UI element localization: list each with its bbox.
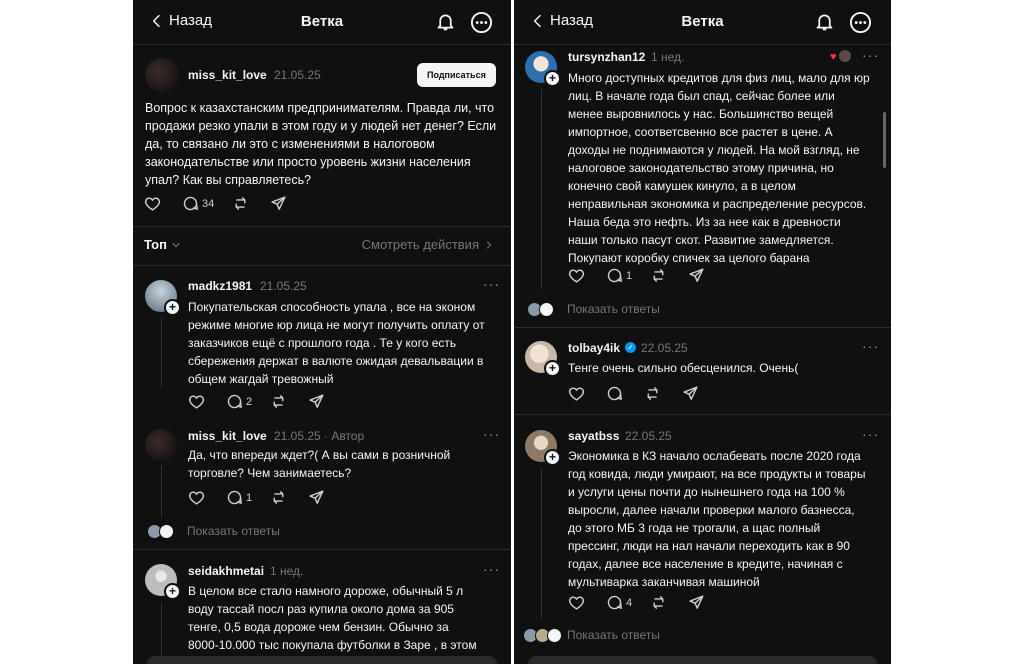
verified-badge-icon: ✓	[625, 342, 636, 353]
share-icon	[270, 195, 287, 212]
follow-plus-icon[interactable]: +	[544, 70, 561, 87]
reply-count: 4	[626, 596, 633, 609]
repost-icon	[650, 594, 667, 611]
sort-bar	[144, 237, 495, 255]
header	[514, 0, 891, 44]
thread-line	[161, 318, 162, 388]
follow-button[interactable]: Подписаться	[417, 63, 496, 87]
comment-username[interactable]: seidakhmetai	[188, 564, 265, 578]
more-options-icon[interactable]	[470, 11, 493, 34]
comment-text: Да, что впереди ждет?( А вы сами в розничной торговле? Чем занимаетесь?	[188, 448, 451, 480]
share-icon	[308, 393, 325, 410]
comment-time: 22.05.25	[625, 429, 672, 443]
repost-button[interactable]	[270, 489, 290, 506]
comment-time: 1 нед.	[651, 50, 685, 64]
sort-divider	[133, 265, 511, 266]
comment-text: Тенге очень сильно обесценился. Очень(	[568, 361, 799, 375]
liked-by-author-badge	[830, 50, 852, 62]
repost-icon	[270, 489, 287, 506]
share-button[interactable]	[308, 489, 328, 506]
reply-button[interactable]	[606, 267, 632, 284]
chevron-right-icon	[483, 239, 495, 251]
follow-plus-icon[interactable]: +	[544, 360, 561, 377]
reply-button[interactable]	[182, 195, 214, 212]
see-activity-link[interactable]	[362, 237, 495, 252]
comment-avatar[interactable]	[145, 429, 177, 461]
reply-button[interactable]	[226, 489, 252, 506]
comment-more-icon[interactable]: ···	[483, 276, 500, 292]
comment-more-icon[interactable]: ···	[862, 338, 879, 354]
comment-icon	[606, 267, 623, 284]
mini-avatar	[547, 628, 562, 643]
comment-actions	[568, 267, 726, 284]
share-button[interactable]	[688, 594, 708, 611]
mini-avatar	[839, 50, 851, 62]
heart-icon	[144, 195, 161, 212]
page-title: Ветка	[300, 13, 344, 30]
repost-icon	[232, 195, 249, 212]
share-icon	[688, 267, 705, 284]
repost-button[interactable]	[650, 594, 670, 611]
share-icon	[308, 489, 325, 506]
reply-composer-bar[interactable]	[528, 656, 877, 664]
reply-avatars	[147, 524, 171, 539]
like-button[interactable]	[568, 267, 588, 284]
header-divider	[514, 44, 891, 45]
thread-line	[541, 468, 542, 618]
comment-username[interactable]: miss_kit_love	[188, 429, 267, 443]
comment-icon	[182, 195, 199, 212]
op-time: 21.05.25	[274, 68, 321, 82]
thread-line	[161, 465, 162, 517]
header-divider	[133, 44, 511, 45]
comment-text: Экономика в КЗ начало ослабевать после 2020 года год ковида, люди умирают, на все продукты и товары и услуги цены почти до нынешнего года на 100 % выросли, далее начали проверки малого базнесса, до этого МБ 3 года не трогали, а щас полный прессинг, люди на нал начали переходить как в 90 годах, далее все население в кредите, начиная с мультиварка заканчивая машиной	[568, 449, 866, 589]
reply-count: 34	[202, 197, 215, 210]
repost-button[interactable]	[270, 393, 290, 410]
heart-icon	[188, 393, 205, 410]
comment-more-icon[interactable]: ···	[483, 426, 500, 442]
comment-divider	[514, 327, 891, 328]
comment-time: 21.05.25	[274, 429, 321, 443]
comment-icon	[226, 489, 243, 506]
follow-plus-icon[interactable]: +	[164, 583, 181, 600]
comment-divider	[514, 414, 891, 415]
back-label: Назад	[550, 12, 593, 29]
sort-dropdown[interactable]	[144, 237, 182, 252]
heart-icon	[568, 385, 585, 402]
reply-avatars	[527, 302, 551, 317]
comment-icon	[226, 393, 243, 410]
show-replies-link[interactable]: Показать ответы	[567, 628, 660, 642]
op-actions	[144, 195, 308, 212]
back-label: Назад	[169, 12, 212, 29]
op-avatar[interactable]	[145, 58, 179, 92]
more-options-icon[interactable]	[849, 11, 872, 34]
heart-icon: ♥	[830, 51, 837, 63]
like-button[interactable]	[188, 393, 208, 410]
comment-divider	[133, 549, 511, 550]
mini-avatar	[159, 524, 174, 539]
share-icon	[688, 594, 705, 611]
repost-icon	[650, 267, 667, 284]
share-button[interactable]	[270, 195, 290, 212]
follow-plus-icon[interactable]: +	[544, 449, 561, 466]
comment-icon	[606, 385, 623, 402]
heart-icon	[568, 594, 585, 611]
share-button[interactable]	[688, 267, 708, 284]
comment-actions	[188, 489, 346, 506]
comment-more-icon[interactable]: ···	[483, 561, 500, 577]
right-thread-panel	[514, 0, 891, 664]
like-button[interactable]	[188, 489, 208, 506]
reply-count: 1	[626, 269, 633, 282]
thread-line	[161, 602, 162, 664]
page-title: Ветка	[681, 13, 724, 30]
comment-more-icon[interactable]: ···	[862, 47, 879, 63]
share-button[interactable]	[308, 393, 328, 410]
comment-username[interactable]: tolbay4ik	[568, 341, 621, 355]
comment-username[interactable]: tursynzhan12	[568, 50, 646, 64]
comment-time: 21.05.25	[260, 279, 307, 293]
header	[133, 0, 511, 44]
comment-actions	[188, 393, 346, 410]
repost-button[interactable]	[644, 385, 664, 402]
reply-button[interactable]	[226, 393, 252, 410]
comment-time: 1 нед.	[270, 564, 304, 578]
repost-icon	[270, 393, 287, 410]
show-replies-link[interactable]: Показать ответы	[567, 302, 660, 316]
reply-button[interactable]	[606, 385, 626, 402]
reply-composer-bar[interactable]	[147, 656, 497, 664]
comment-text: Покупательская способность упала , все на эконом режиме многие юр лица не могут получить оплату от заказчиков ещё с прошлого года . Те у кого есть сбережения держат в валюте ожидая девальвации в общем жагдай тревожный	[188, 300, 485, 386]
see-activity-label: Смотреть действия	[361, 237, 479, 252]
share-button[interactable]	[682, 385, 702, 402]
share-icon	[682, 385, 699, 402]
comment-time: 22.05.25	[641, 341, 688, 355]
scrollbar[interactable]	[883, 112, 886, 168]
thread-line	[541, 89, 542, 289]
chevron-down-icon	[170, 239, 182, 251]
comment-icon	[606, 594, 623, 611]
comment-text: Много доступных кредитов для физ лиц, мало для юр лиц. В начале года был спад, сейчас более или менее выровнилось у нас. Большинство вещей импортное, соответсвенно все растет в цене. А доходы не поднимаются у людей. На мой взгляд, не налоговое законодательство этому причина, но конечно свой камушек кинуло, а в целом неправильная экономика и распределение ресурсов. Наша беда это нефть. Из за нее как в древности наши только пасут скот. Развитие замедляется. Покупают коробку спичек за целого барана	[568, 71, 870, 265]
op-text: Вопрос к казахстанским предпринимателям. Правда ли, что продажи резко упали в этом году и у людей нет денег? Если да, то связано ли это с изменениями в налоговом законодательстве или просто уровень жизни населения упал? Как вы справляетесь?	[145, 101, 497, 187]
repost-icon	[644, 385, 661, 402]
like-button[interactable]	[144, 195, 164, 212]
comment-username[interactable]: sayatbss	[568, 429, 620, 443]
like-button[interactable]	[568, 594, 588, 611]
comment-more-icon[interactable]: ···	[862, 426, 879, 442]
left-thread-panel	[133, 0, 511, 664]
author-tag: · Автор	[324, 429, 365, 443]
reply-count: 2	[246, 395, 253, 408]
comment-username[interactable]: madkz1981	[188, 279, 253, 293]
mini-avatar	[539, 302, 554, 317]
show-replies-link[interactable]: Показать ответы	[187, 524, 280, 538]
heart-icon	[188, 489, 205, 506]
sort-label: Топ	[144, 237, 167, 252]
repost-button[interactable]	[232, 195, 252, 212]
comment-actions	[568, 385, 720, 402]
notifications-bell-icon[interactable]	[435, 11, 456, 32]
op-username[interactable]: miss_kit_love	[188, 68, 267, 82]
reply-avatars	[523, 628, 559, 643]
op-divider	[133, 226, 511, 227]
notifications-bell-icon[interactable]	[814, 11, 835, 32]
comment-text: В целом все стало намного дороже, обычный 5 л воду тассай посл раз купила около дома за 905 тенге, 0,5 вода дороже чем бензин. Обычно за 8000-10.000 тыс покупала футболки в Заре , в этом	[188, 584, 477, 652]
follow-plus-icon[interactable]: +	[164, 299, 181, 316]
heart-icon	[568, 267, 585, 284]
reply-count: 1	[246, 491, 253, 504]
comment-actions	[568, 594, 726, 611]
repost-button[interactable]	[650, 267, 670, 284]
like-button[interactable]	[568, 385, 588, 402]
reply-button[interactable]	[606, 594, 632, 611]
